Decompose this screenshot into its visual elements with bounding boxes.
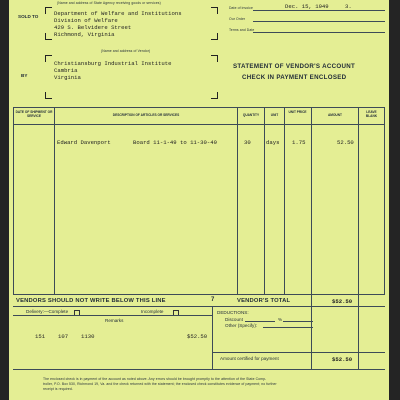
sold-to-label: SOLD TO (18, 14, 39, 19)
address-corner-tl (45, 7, 52, 14)
line-item-description: Board 11-1-49 to 11-30-49 (133, 139, 217, 146)
col-header-unit: UNIT (270, 113, 279, 117)
fine-print-line: The enclosed check is in payment of the account as noted above. Any errors should be brought promptly to the attention of the State Comp- (43, 377, 267, 381)
col-header-leave-blank: LEAVE BLANK (365, 110, 378, 118)
by-label: BY (21, 73, 28, 78)
vendor-line: Virginia (54, 74, 81, 81)
vendor-corner-bl (45, 92, 52, 99)
other-deductions-label: Other (Specify): (225, 323, 258, 328)
col-header-unit-price: UNIT PRICE (288, 110, 307, 114)
line-item-name: Edward Davenport (57, 139, 111, 146)
delivery-complete-label: Delivery:—Complete (26, 309, 69, 314)
line-item-amount: 52.50 (337, 139, 354, 146)
buyer-line: Richmond, Virginia (54, 31, 115, 38)
vendor-total-value: $52.50 (332, 298, 353, 305)
buyer-line: Division of Welfare (54, 17, 118, 24)
col-header-date: DATE OF SHIPMENT OR SERVICE (15, 110, 53, 118)
col-header-description: DESCRIPTION OF ARTICLES OR SERVICES (112, 113, 180, 117)
address-corner-tr (211, 7, 218, 14)
account-code: 151 (35, 333, 46, 340)
deductions-label: DEDUCTIONS: (217, 310, 249, 315)
invoice-date-suffix: 3. (345, 3, 352, 10)
certified-label: Amount certified for payment (220, 356, 279, 361)
line-item-unit-price: 1.75 (292, 139, 306, 146)
date-label: Date of invoice (229, 6, 253, 10)
voucher-form (9, 0, 389, 400)
vendor-corner-tr (211, 55, 218, 62)
vendor-corner-br (211, 92, 218, 99)
delivery-incomplete-label: Incomplete (141, 309, 164, 314)
fine-print-line: troller, P.O. Box 530, Richmond 19, Va. and the check returned with the statement; the enclosed check constitutes evidence of payment; no further (43, 382, 277, 386)
buyer-line: 429 S. Belvidere Street (54, 24, 132, 31)
vendor-warning: VENDORS SHOULD NOT WRITE BELOW THIS LINE (16, 298, 166, 304)
remarks-label: Remarks (105, 318, 124, 323)
certified-value: $52.50 (332, 356, 353, 363)
remarks-amount: $52.50 (187, 333, 208, 340)
statement-subtitle: CHECK IN PAYMENT ENCLOSED (242, 74, 347, 81)
account-code: 107 (58, 333, 69, 340)
order-label: Our Order (229, 17, 246, 21)
agency-name-note: (Name and address of State Agency receiving goods or services) (57, 1, 161, 5)
vendor-line: Cambria (54, 67, 78, 74)
vendor-corner-tl (45, 55, 52, 62)
address-corner-bl (45, 33, 52, 40)
line-item-unit: days (266, 139, 280, 146)
discount-label: Discount (225, 317, 243, 322)
buyer-line: Department of Welfare and Institutions (54, 10, 182, 17)
discount-percent: % (278, 317, 283, 322)
vendor-warning-mark: 7 (211, 297, 215, 303)
address-corner-br (211, 33, 218, 40)
col-header-quantity: QUANTITY (242, 113, 260, 117)
invoice-date: Dec. 15, 1949 (285, 3, 329, 10)
account-code: 1130 (81, 333, 95, 340)
statement-title: STATEMENT OF VENDOR'S ACCOUNT (233, 63, 356, 70)
col-header-amount: AMOUNT (328, 113, 342, 117)
fine-print-line: receipt is required. (43, 387, 73, 391)
vendor-total-label: VENDOR'S TOTAL (237, 298, 291, 304)
vendor-name-note: (Name and address of Vendor) (101, 49, 151, 53)
terms-label: Terms and Date (229, 28, 255, 32)
vendor-line: Christiansburg Industrial Institute (54, 60, 172, 67)
line-item-quantity: 30 (244, 139, 251, 146)
